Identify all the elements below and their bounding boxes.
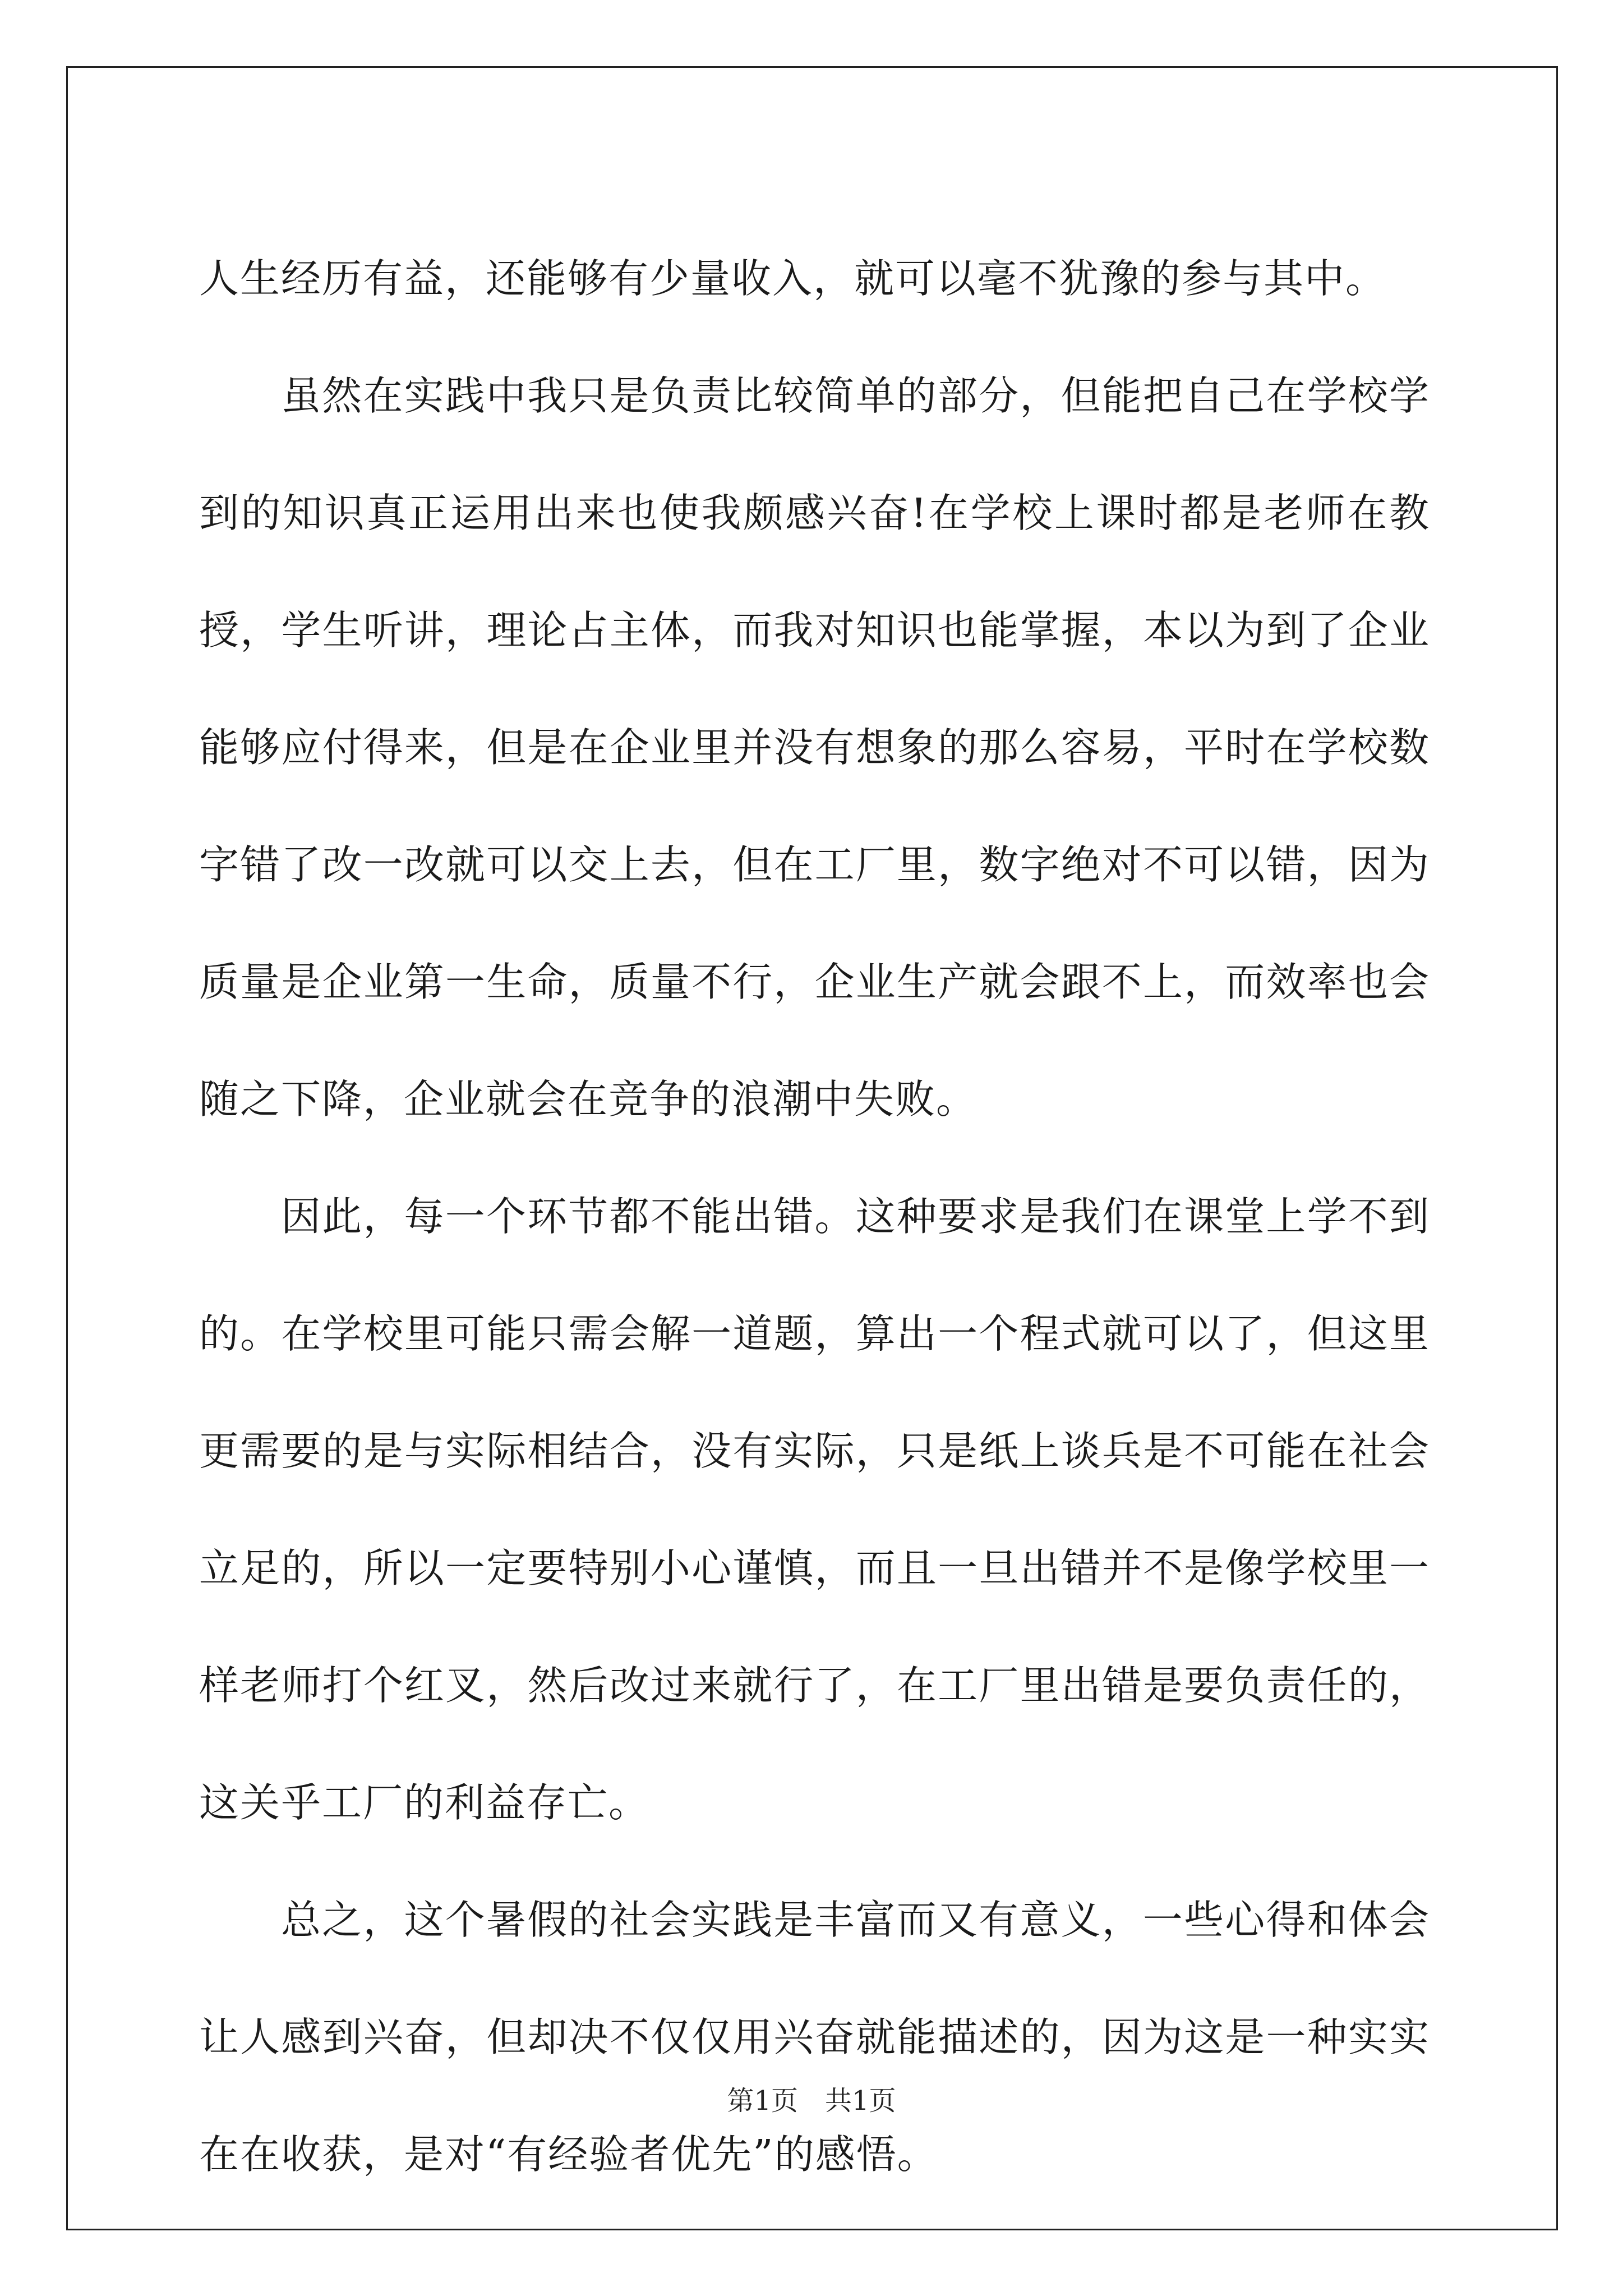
paragraph: 人生经历有益，还能够有少量收入，就可以毫不犹豫的参与其中。 <box>199 255 1387 302</box>
paragraph: 虽然在实践中我只是负责比较简单的部分，但能把自己在学校学到的知识真正运用出来也使我颇感兴奋!在学校上课时都是老师在教授，学生听讲，理论占主体，而我对知识也能掌握，本以为到了企业能够应付得来，但是在企业里并没有想象的那么容易，平时在学校数字错了改一改就可以交上去，但在工厂里，数字绝对不可以错，因为质量是企业第一生命，质量不行，企业生产就会跟不上，而效率也会随之下降，企业就会在竞争的浪潮中失败。 <box>199 372 1430 1122</box>
paragraph: 因此，每一个环节都不能出错。这种要求是我们在课堂上学不到的。在学校里可能只需会解一道题，算出一个程式就可以了，但这里更需要的是与实际相结合，没有实际，只是纸上谈兵是不可能在社会立足的，所以一定要特别小心谨慎，而且一旦出错并不是像学校里一样老师打个红叉，然后改过来就行了，在工厂里出错是要负责任的，这关乎工厂的利益存亡。 <box>199 1193 1430 1826</box>
document-body <box>199 220 1430 2213</box>
page-number: 第1页 共1页 <box>727 2085 896 2116</box>
paragraph: 总之，这个暑假的社会实践是丰富而又有意义，一些心得和体会让人感到兴奋，但却决不仅仅用兴奋就能描述的，因为这是一种实实在在收获，是对“有经验者优先”的感悟。 <box>199 1897 1430 2178</box>
